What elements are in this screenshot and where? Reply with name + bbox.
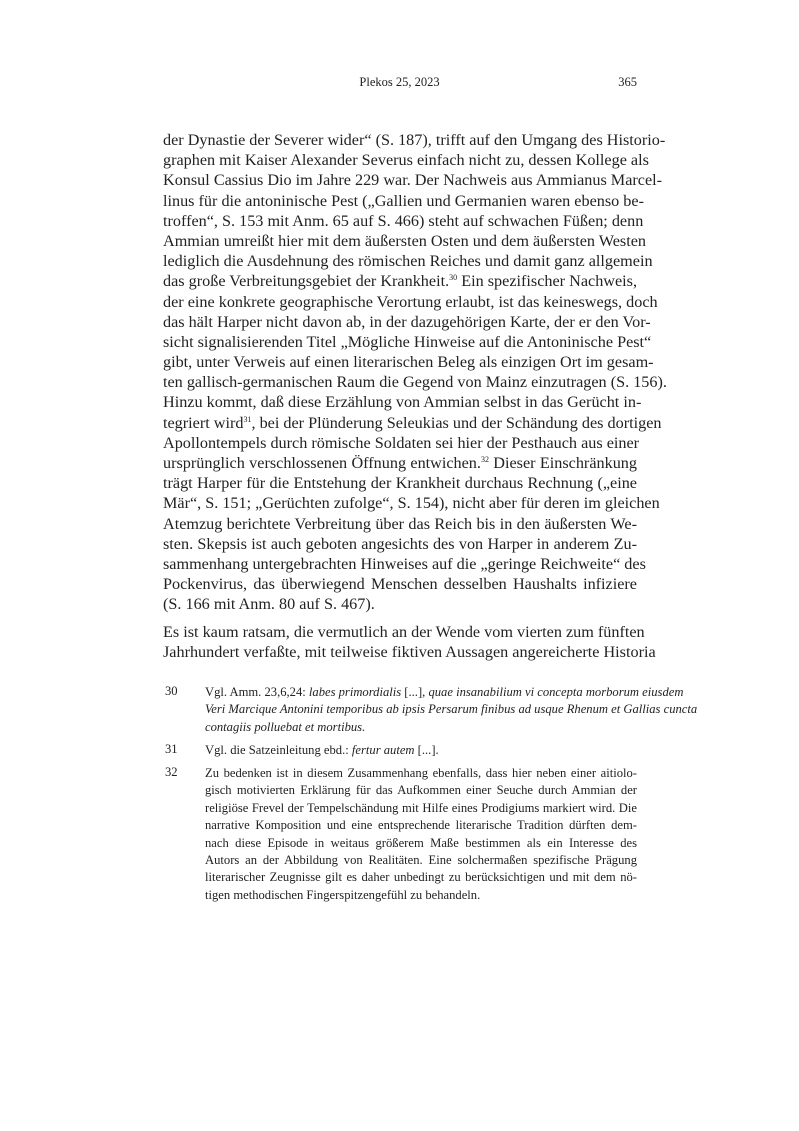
text-line bbox=[205, 869, 637, 886]
text-segment: sicht signalisierenden Titel „Mögliche Hinweise auf die Antoninische Pest“ bbox=[163, 332, 652, 351]
text-segment: religiöse Frevel der Tempelschändung mit Hilfe eines Prodigiums markiert wird. Die bbox=[205, 800, 637, 815]
text-segment: literarischer Zeugnisse gilt es daher unbedingt zu berücksichtigen und mit dem nö- bbox=[205, 870, 637, 885]
text-segment: (S. 166 mit Anm. 80 auf S. 467). bbox=[163, 595, 375, 614]
text-line bbox=[163, 352, 654, 372]
italic-text: Veri Marcique Antonini temporibus ab ipsis Persarum finibus ad usque Rhenum et Gallias cuncta bbox=[205, 702, 698, 717]
footnote-reference[interactable]: 31 bbox=[243, 414, 252, 424]
text-segment: der Dynastie der Severer wider“ (S. 187), trifft auf den Umgang des Historio- bbox=[163, 131, 666, 149]
text-segment: Atemzug berichtete Verbreitung über das Reich bis in den äußersten We- bbox=[163, 514, 637, 533]
text-line bbox=[163, 534, 637, 554]
text-segment: nach diese Episode in weitaus größerem Maße bestimmen als ein Interesse des bbox=[205, 835, 637, 850]
text-segment: Pockenvirus, das überwiegend Menschen desselben Haushalts infiziere bbox=[163, 575, 637, 594]
text-line bbox=[163, 514, 637, 534]
text-line bbox=[163, 150, 649, 170]
text-segment: narrative Komposition und eine entsprechende literarische Tradition dürften dem- bbox=[205, 818, 637, 833]
text-segment: gibt, unter Verweis auf einen literarischen Beleg als einzigen Ort im gesam- bbox=[163, 353, 654, 372]
running-head: Plekos 25, 2023 bbox=[359, 75, 440, 89]
text-line bbox=[205, 800, 637, 817]
text-segment: Ein spezifischer Nachweis, bbox=[457, 272, 638, 291]
text-line bbox=[205, 835, 637, 852]
text-segment: Apollontempels durch römische Soldaten sei hier der Pesthauch aus einer bbox=[163, 433, 640, 452]
text-segment: sten. Skepsis ist auch geboten angesichts des von Harper in anderem Zu- bbox=[163, 534, 637, 553]
text-segment: Ammian umreißt hier mit dem äußersten Osten und dem äußersten Westen bbox=[163, 231, 646, 250]
text-line bbox=[163, 332, 652, 352]
text-line bbox=[163, 372, 667, 392]
text-line bbox=[163, 130, 666, 150]
text-line bbox=[163, 251, 653, 271]
text-line bbox=[163, 574, 637, 594]
text-line bbox=[205, 782, 637, 799]
text-segment: , bei der Plünderung Seleukias und der Schändung des dortigen bbox=[251, 413, 662, 432]
italic-text: quae insanabilium vi concepta morborum eiusdem bbox=[428, 685, 684, 699]
text-line bbox=[163, 473, 637, 493]
footnote-number: 31 bbox=[165, 742, 178, 756]
body-paragraph bbox=[163, 622, 656, 662]
body-paragraph bbox=[163, 130, 667, 615]
text-line bbox=[163, 642, 656, 662]
text-segment: linus für die antoninische Pest („Gallien und Germanien waren ebenso be- bbox=[163, 191, 644, 210]
text-line bbox=[205, 742, 637, 759]
text-segment: graphen mit Kaiser Alexander Severus einfach nicht zu, dessen Kollege als bbox=[163, 151, 649, 170]
text-segment: das große Verbreitungsgebiet der Krankheit. bbox=[163, 272, 450, 291]
footnote-reference[interactable]: 30 bbox=[449, 273, 458, 283]
text-segment: tegriert wird bbox=[163, 413, 244, 432]
text-segment: Dieser Einschränkung bbox=[488, 454, 637, 472]
text-line bbox=[163, 413, 662, 433]
italic-text: fertur autem bbox=[351, 743, 415, 757]
text-segment: Autors an der Abbildung von Realitäten. Eine solchermaßen spezifische Prägung bbox=[205, 852, 637, 867]
text-segment: gisch motivierten Erklärung für das Aufkommen einer Seuche durch Ammian der bbox=[205, 783, 637, 798]
text-segment: Jahrhundert verfaßte, mit teilweise fiktiven Aussagen angereicherte Historia bbox=[163, 643, 656, 662]
text-line bbox=[163, 191, 644, 211]
text-line bbox=[163, 271, 637, 291]
text-line bbox=[163, 292, 658, 312]
text-line bbox=[163, 231, 646, 251]
footnote-text bbox=[205, 765, 637, 904]
text-line bbox=[205, 887, 637, 904]
text-segment: [...]. bbox=[414, 743, 439, 757]
text-line bbox=[205, 765, 637, 782]
text-segment: Vgl. die Satzeinleitung ebd.: bbox=[205, 743, 352, 757]
footnote-number: 32 bbox=[165, 765, 178, 779]
footnote-text bbox=[205, 742, 637, 759]
text-line bbox=[205, 817, 637, 834]
text-segment: ursprünglich verschlossenen Öffnung entwichen. bbox=[163, 454, 481, 472]
text-line bbox=[163, 622, 645, 642]
text-line bbox=[163, 594, 637, 614]
text-line bbox=[163, 312, 651, 332]
italic-text: contagiis polluebat et mortibus. bbox=[205, 719, 366, 734]
text-segment: das hält Harper nicht davon ab, in der dazugehörigen Karte, der er den Vor- bbox=[163, 312, 651, 331]
text-segment: Zu bedenken ist in diesem Zusammenhang ebenfalls, dass hier neben einer aitiolo- bbox=[205, 766, 637, 780]
text-line bbox=[205, 701, 698, 718]
text-line bbox=[205, 852, 637, 869]
text-segment: Hinzu kommt, daß diese Erzählung von Ammian selbst in das Gerücht in- bbox=[163, 393, 642, 412]
text-line bbox=[163, 554, 646, 574]
text-segment: lediglich die Ausdehnung des römischen Reiches und damit ganz allgemein bbox=[163, 252, 653, 271]
text-segment: tigen methodischen Fingerspitzengefühl zu behandeln. bbox=[205, 887, 481, 902]
text-line bbox=[163, 392, 642, 412]
text-segment: Mär“, S. 151; „Gerüchten zufolge“, S. 154), nicht aber für deren im gleichen bbox=[163, 494, 660, 513]
italic-text: labes primordialis bbox=[308, 685, 402, 699]
text-segment: Konsul Cassius Dio im Jahre 229 war. Der Nachweis aus Ammianus Marcel- bbox=[163, 171, 663, 190]
text-segment: [...], bbox=[401, 685, 429, 699]
text-segment: der eine konkrete geographische Verortung erlaubt, ist das keineswegs, doch bbox=[163, 292, 658, 311]
text-segment: ten gallisch-germanischen Raum die Gegend von Mainz einzutragen (S. 156). bbox=[163, 373, 667, 392]
footnote-text bbox=[205, 684, 698, 736]
text-line bbox=[163, 211, 644, 231]
text-segment: trägt Harper für die Entstehung der Krankheit durchaus Rechnung („eine bbox=[163, 474, 637, 493]
text-segment: Es ist kaum ratsam, die vermutlich an der Wende vom vierten zum fünften bbox=[163, 623, 645, 641]
text-segment: sammenhang untergebrachten Hinweises auf die „geringe Reichweite“ des bbox=[163, 554, 646, 573]
text-segment: Vgl. Amm. 23,6,24: bbox=[205, 685, 309, 699]
page-number: 365 bbox=[618, 75, 637, 89]
text-line bbox=[163, 493, 660, 513]
text-line bbox=[205, 684, 684, 701]
text-line bbox=[163, 433, 640, 453]
text-line bbox=[205, 719, 637, 736]
footnote-reference[interactable]: 32 bbox=[480, 455, 489, 464]
footnote-number: 30 bbox=[165, 684, 178, 698]
text-line bbox=[163, 453, 637, 473]
text-line bbox=[163, 170, 663, 190]
text-segment: troffen“, S. 153 mit Anm. 65 auf S. 466) steht auf schwachen Füßen; denn bbox=[163, 211, 644, 230]
